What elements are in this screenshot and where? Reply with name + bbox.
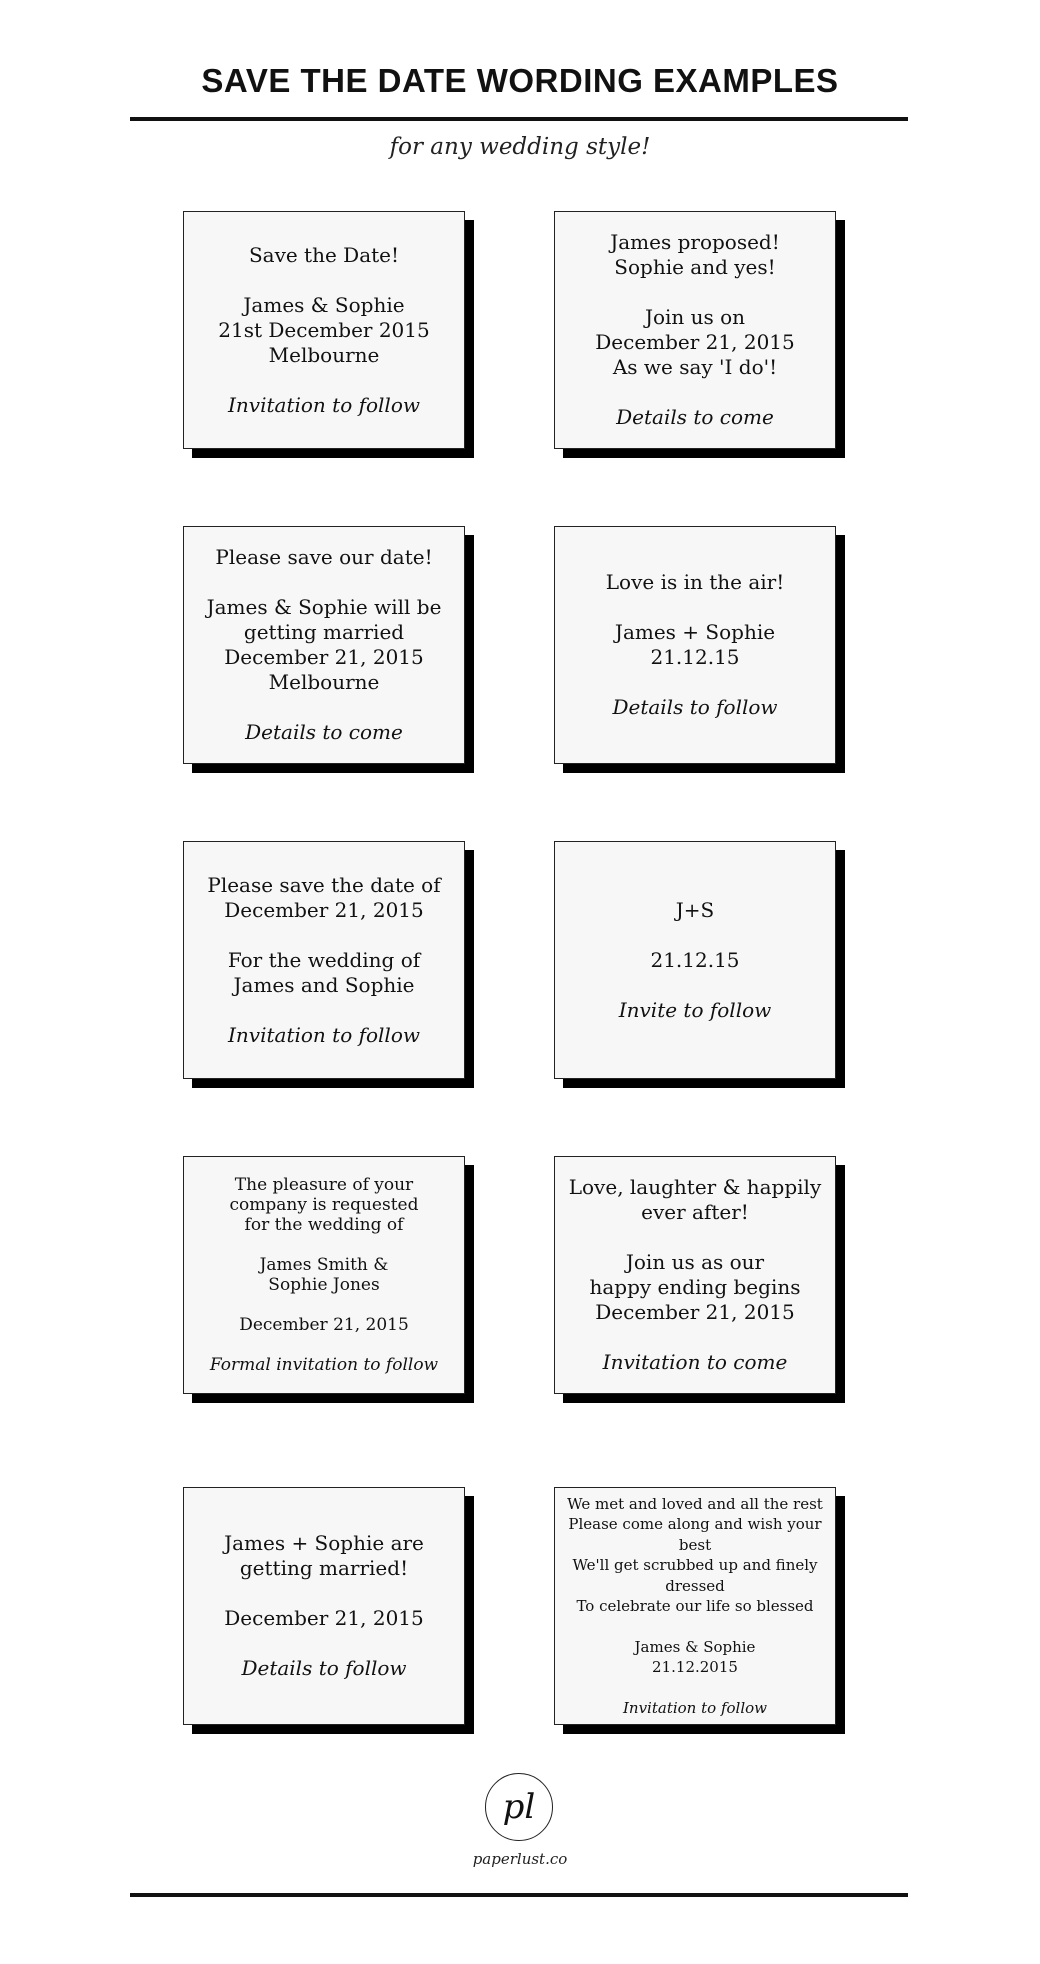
card-followup: Details to follow (612, 695, 778, 719)
card-date: 21.12.2015 (652, 1658, 738, 1677)
card-body-line-2: As we say 'I do'! (612, 355, 778, 379)
wording-card-2 (554, 211, 836, 449)
card-heading-line-1: Please save the date of (207, 872, 441, 897)
wording-card-10 (554, 1487, 836, 1725)
card-heading: Save the Date! (248, 242, 400, 267)
paperlust-logo: pl (485, 1773, 553, 1841)
card-body-line-1: The pleasure of your (234, 1175, 414, 1195)
card-followup: Details to come (616, 405, 774, 429)
card-date: 21.12.15 (650, 645, 740, 669)
wording-card-7 (183, 1156, 465, 1394)
card-body-line-2: happy ending begins (589, 1275, 801, 1299)
card-followup: Formal invitation to follow (209, 1355, 439, 1375)
card-poem-line-2: Please come along and wish your best (568, 1515, 822, 1554)
wording-card-1 (183, 211, 465, 449)
card-date: December 21, 2015 (224, 1606, 424, 1630)
wording-card-4 (554, 526, 836, 764)
card-poem-line-4: To celebrate our life so blessed (576, 1597, 814, 1616)
card-date: 21.12.15 (650, 947, 740, 972)
card-body-line-1: Join us on (644, 305, 746, 329)
card-followup: Details to follow (241, 1656, 407, 1680)
card-body-line-1: James & Sophie will be (206, 595, 442, 619)
card-names: James & Sophie (634, 1637, 756, 1656)
card-poem-line-1: We met and loved and all the rest (567, 1494, 823, 1513)
page-title: SAVE THE DATE WORDING EXAMPLES (201, 62, 839, 99)
site-url: paperlust.co (472, 1850, 568, 1868)
card-heading-line-1: Love, laughter & happily (568, 1175, 822, 1199)
wording-card-9 (183, 1487, 465, 1725)
card-body-line-1: For the wedding of (227, 947, 421, 972)
card-body-line-2: company is requested (229, 1195, 419, 1215)
card-date: December 21, 2015 (595, 330, 795, 354)
wording-card-6 (554, 841, 836, 1079)
card-names: James & Sophie (243, 292, 405, 317)
card-date: December 21, 2015 (224, 897, 424, 922)
card-followup: Invite to follow (618, 997, 772, 1022)
card-followup: Invitation to follow (228, 392, 420, 417)
card-heading-line-1: James proposed! (610, 230, 780, 254)
card-date: December 21, 2015 (239, 1315, 409, 1335)
card-heading-line-1: James + Sophie are (224, 1531, 424, 1555)
bottom-divider (130, 1893, 908, 1897)
wording-card-3 (183, 526, 465, 764)
wording-card-8 (554, 1156, 836, 1394)
card-heading-line-2: getting married! (239, 1556, 409, 1580)
card-names-line-2: Sophie Jones (268, 1275, 380, 1295)
card-body-line-2: getting married (243, 620, 405, 644)
card-names: James and Sophie (233, 972, 415, 997)
card-heading-line-2: ever after! (641, 1200, 749, 1224)
page-subtitle: for any wedding style! (389, 134, 651, 160)
card-body-line-3: for the wedding of (244, 1215, 404, 1235)
card-followup: Invitation to follow (228, 1022, 420, 1047)
card-heading-line-2: Sophie and yes! (614, 255, 776, 279)
card-poem-line-3: We'll get scrubbed up and finely dressed (572, 1556, 818, 1595)
card-location: Melbourne (268, 670, 380, 694)
card-heading: Please save our date! (215, 545, 433, 569)
card-followup: Invitation to come (602, 1350, 788, 1374)
card-date: December 21, 2015 (595, 1300, 795, 1324)
card-followup: Details to come (245, 720, 403, 744)
card-monogram: J+S (675, 897, 715, 922)
card-location: Melbourne (268, 342, 380, 367)
card-heading: Love is in the air! (605, 570, 785, 594)
card-date: 21st December 2015 (218, 317, 430, 342)
wording-card-5 (183, 841, 465, 1079)
card-names-line-1: James Smith & (259, 1255, 389, 1275)
card-names: James + Sophie (614, 620, 776, 644)
card-body-line-1: Join us as our (625, 1250, 765, 1274)
card-followup: Invitation to follow (623, 1698, 767, 1717)
card-date: December 21, 2015 (224, 645, 424, 669)
top-divider (130, 117, 908, 121)
